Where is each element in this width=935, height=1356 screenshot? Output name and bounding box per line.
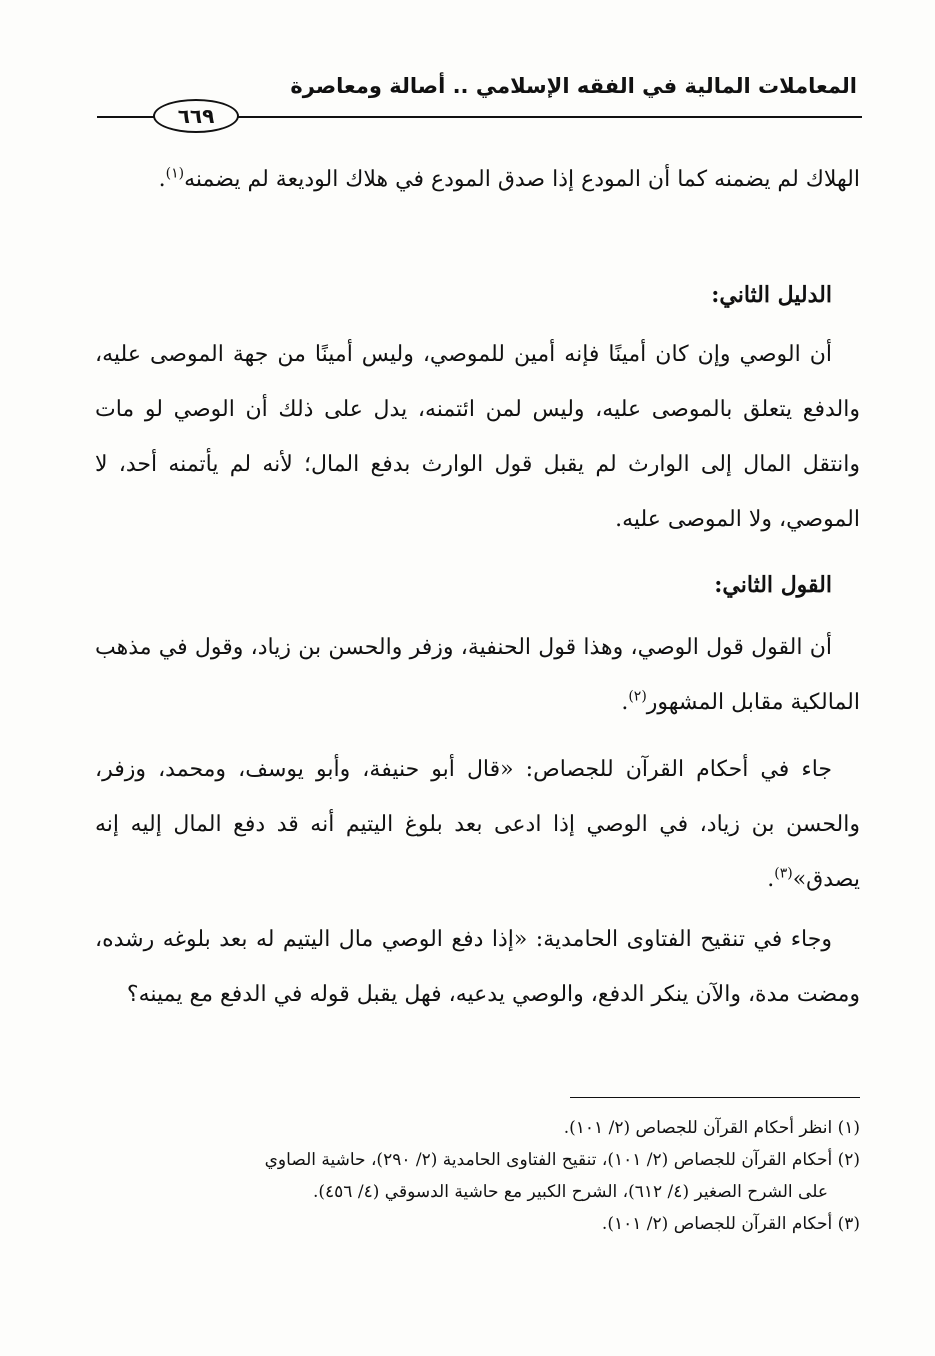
footnote-separator bbox=[570, 1097, 860, 1098]
paragraph-4 bbox=[95, 742, 860, 907]
paragraph-4-end: . bbox=[767, 867, 775, 892]
paragraph-3 bbox=[95, 620, 860, 730]
paragraph-5: وجاء في تنقيح الفتاوى الحامدية: «إذا دفع الوصي مال اليتيم له بعد بلوغه رشده، ومضت مدة، والآن ينكر الدفع، والوصي يدعيه، فهل يقبل قوله في الدفع مع يمينه؟ bbox=[95, 927, 860, 1007]
heading-second-opinion: القول الثاني: bbox=[714, 572, 832, 598]
footnote-2-line-1: (٢) أحكام القرآن للجصاص (٢/ ١٠١)، تنقيح الفتاوى الحامدية (٢/ ٢٩٠)، حاشية الصاوي bbox=[264, 1150, 860, 1170]
footnote-1: (١) انظر أحكام القرآن للجصاص (٢/ ١٠١). bbox=[563, 1118, 860, 1138]
paragraph-3-text: أن القول قول الوصي، وهذا قول الحنفية، وزفر والحسن بن زياد، وقول في مذهب المالكية مقابل المشهور bbox=[95, 635, 860, 715]
paragraph-2: أن الوصي وإن كان أمينًا فإنه أمين للموصي، وليس أمينًا من جهة الموصى عليه، والدفع يتعلق بالموصى عليه، وليس لمن ائتمنه، يدل على ذلك أن الوصي لو مات وانتقل المال إلى الوارث لم يقبل قول الوارث بدفع المال؛ لأنه لم يأتمنه أحد، لا الموصي، ولا الموصى عليه. bbox=[95, 342, 860, 532]
paragraph-1-end: . bbox=[158, 167, 166, 192]
heading-second-evidence: الدليل الثاني: bbox=[711, 282, 832, 308]
paragraph-4-text: جاء في أحكام القرآن للجصاص: «قال أبو حنيفة، وأبو يوسف، ومحمد، وزفر، والحسن بن زياد، في الوصي إذا ادعى بعد بلوغ اليتيم أنه قد دفع المال إليه إنه يصدق» bbox=[95, 757, 860, 892]
footnote-ref-1: (١) bbox=[165, 165, 185, 182]
footnote-3: (٣) أحكام القرآن للجصاص (٢/ ١٠١). bbox=[601, 1214, 860, 1234]
footnote-2-line-2: على الشرح الصغير (٤/ ٦١٢)، الشرح الكبير مع حاشية الدسوقي (٤/ ٤٥٦). bbox=[313, 1182, 828, 1202]
paragraph-3-end: . bbox=[621, 690, 629, 715]
footnote-ref-2: (٢) bbox=[628, 688, 647, 705]
running-header-title: المعاملات المالية في الفقه الإسلامي .. أصالة ومعاصرة bbox=[290, 74, 857, 98]
page-number: ٦٦٩ bbox=[153, 99, 239, 133]
footnotes bbox=[95, 1112, 860, 1240]
footnote-ref-3: (٣) bbox=[774, 865, 793, 882]
paragraph-1 bbox=[95, 152, 860, 207]
paragraph-1-text: الهلاك لم يضمنه كما أن المودع إذا صدق المودع في هلاك الوديعة لم يضمنه bbox=[184, 167, 860, 192]
